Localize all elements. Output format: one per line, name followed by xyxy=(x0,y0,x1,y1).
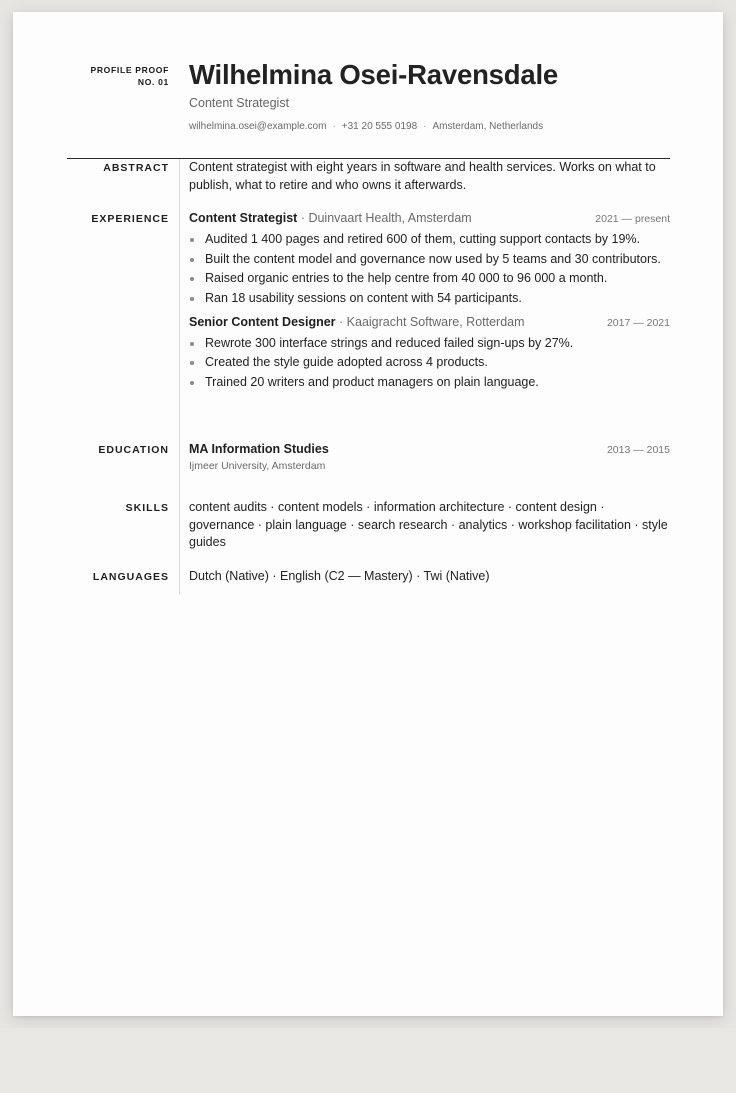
contact-line xyxy=(189,121,670,132)
bullet-dot xyxy=(190,342,194,346)
contact-separator: · xyxy=(332,121,336,132)
candidate-role: Content Strategist xyxy=(189,96,290,110)
achievement-text: Built the content model and governance now used by 5 teams and 30 contributors. xyxy=(205,251,661,266)
job-header xyxy=(189,314,670,330)
education-dates: 2013 — 2015 xyxy=(606,444,670,456)
abstract-text: Content strategist with eight years in software and health services. Works on what to publish, what to retire and who owns it afterwards. xyxy=(189,160,656,192)
section-label-abstract: ABSTRACT xyxy=(103,162,169,174)
job-entry xyxy=(189,314,670,391)
section-label-experience: EXPERIENCE xyxy=(91,213,169,225)
section-label-skills: SKILLS xyxy=(125,502,169,514)
resume-page xyxy=(13,12,723,1016)
achievement-item xyxy=(189,251,670,268)
email-link[interactable]: wilhelmina.osei@example.com xyxy=(189,121,327,132)
achievement-text: Rewrote 300 interface strings and reduced failed sign-ups by 27%. xyxy=(205,335,574,350)
education-entry xyxy=(189,441,670,472)
candidate-name: Wilhelmina Osei-Ravensdale xyxy=(189,59,558,90)
location-text: Amsterdam, Netherlands xyxy=(432,121,544,132)
column-divider xyxy=(179,159,180,594)
job-title: Content Strategist xyxy=(189,211,298,225)
bullet-dot xyxy=(190,297,194,301)
bullet-dot xyxy=(190,381,194,385)
achievement-item xyxy=(189,374,670,391)
languages-text: Dutch (Native) · English (C2 — Mastery) · Twi (Native) xyxy=(189,569,490,583)
job-achievements xyxy=(189,231,670,307)
job-dates: 2017 — 2021 xyxy=(606,316,670,329)
job-organization: · Duinvaart Health, Amsterdam xyxy=(297,211,472,225)
achievement-text: Ran 18 usability sessions on content with 54 participants. xyxy=(205,290,522,305)
achievement-text: Raised organic entries to the help centre from 40 000 to 96 000 a month. xyxy=(205,271,608,285)
achievement-text: Trained 20 writers and product managers on plain language. xyxy=(205,374,539,389)
job-entry xyxy=(189,210,670,307)
bullet-dot xyxy=(190,238,194,242)
job-dates: 2021 — present xyxy=(595,213,670,225)
viewer-background-band xyxy=(0,1028,736,1093)
skills-text: content audits · content models · information architecture · content design · governance · plain language · search research · analytics · workshop facilitation · style guides xyxy=(189,500,668,549)
contact-separator: · xyxy=(423,121,427,132)
achievement-text: Audited 1 400 pages and retired 600 of them, cutting support contacts by 19%. xyxy=(205,232,641,246)
education-header xyxy=(189,441,670,457)
proof-line-2: NO. 01 xyxy=(137,77,169,87)
experience-list xyxy=(189,210,670,393)
bullet-dot xyxy=(190,361,194,365)
achievement-item xyxy=(189,290,670,307)
achievement-item xyxy=(189,335,670,352)
achievement-item xyxy=(189,270,670,287)
achievement-item xyxy=(189,231,670,248)
job-organization: · Kaaigracht Software, Rotterdam xyxy=(335,314,525,329)
job-title: Senior Content Designer xyxy=(189,314,336,329)
degree-title: MA Information Studies xyxy=(189,442,329,456)
section-label-languages: LANGUAGES xyxy=(92,571,169,583)
achievement-item xyxy=(189,354,670,371)
school-name: Ijmeer University, Amsterdam xyxy=(189,460,326,472)
job-header xyxy=(189,210,670,226)
profile-proof-label xyxy=(67,64,169,88)
phone-text: +31 20 555 0198 xyxy=(341,121,418,132)
bullet-dot xyxy=(190,277,194,281)
bullet-dot xyxy=(190,258,194,262)
proof-line-1: PROFILE PROOF xyxy=(90,65,169,75)
section-label-education: EDUCATION xyxy=(98,444,169,456)
job-achievements xyxy=(189,335,670,391)
achievement-text: Created the style guide adopted across 4 products. xyxy=(205,355,488,369)
